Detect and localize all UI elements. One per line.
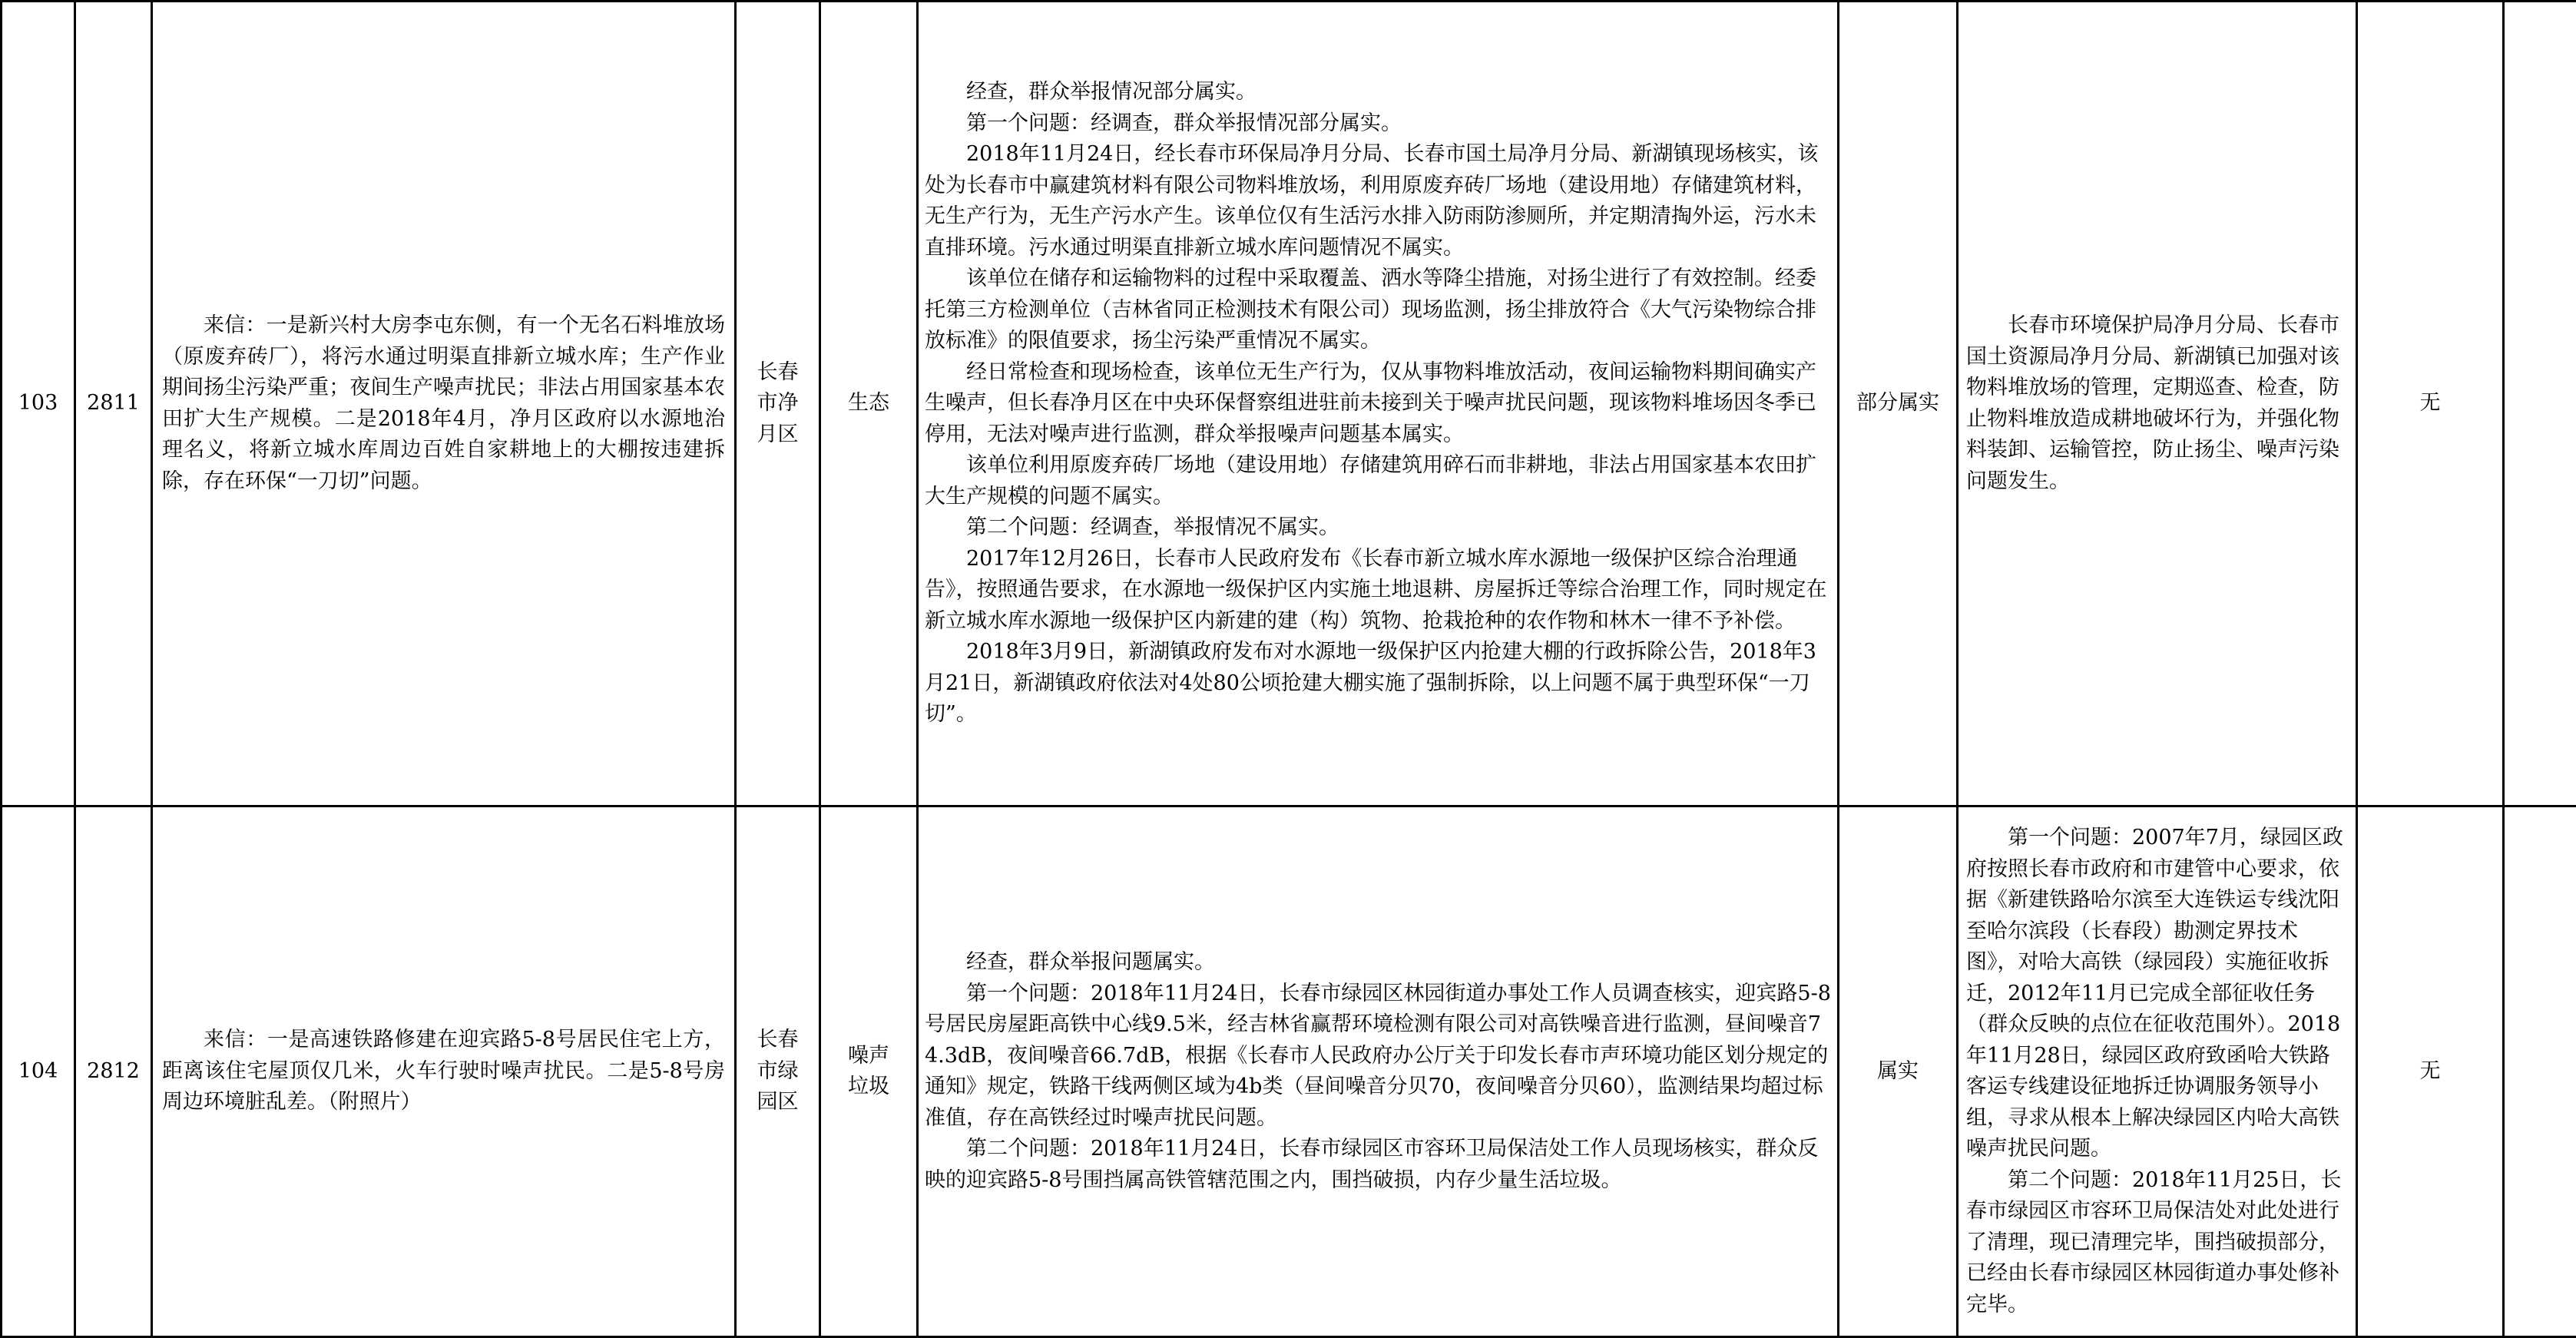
district-cell: 长春市净月区: [736, 2, 820, 806]
complaint-cell: [152, 806, 736, 1337]
paragraph: 第一个问题：2007年7月，绿园区政府按照长春市政府和市建管中心要求，依据《新建铁路哈尔滨至大连铁运专线沈阳至哈尔滨段（长春段）勘测定界技术图》，对哈大高铁（绿园段）实施征收拆迁，2012年11月已完成全部征收任务（群众反映的点位在征收范围外）。2018年11月28日，绿园区政府致函哈大铁路客运专线建设征地拆迁协调服务领导小组，寻求从根本上解决绿园区内哈大高铁噪声扰民问题。: [1966, 823, 2348, 1165]
district-cell: 长春市绿园区: [736, 806, 820, 1337]
accountability-cell: 无: [2357, 806, 2504, 1337]
row-index: 104: [2, 806, 75, 1337]
paragraph: 2018年3月9日，新湖镇政府发布对水源地一级保护区内抢建大棚的行政拆除公告，2018年3月21日，新湖镇政府依法对4处80公顷抢建大棚实施了强制拆除，以上问题不属于典型环保“一刀切”。: [925, 637, 1831, 730]
complaint-cell: [152, 2, 736, 806]
table-row: [2, 806, 2576, 1337]
actions-cell: [1958, 2, 2357, 806]
paragraph: 第一个问题：经调查，群众举报情况部分属实。: [925, 108, 1831, 140]
paragraph: 第一个问题：2018年11月24日，长春市绿园区林园街道办事处工作人员调查核实，迎宾路5-8号居民房屋距高铁中心线9.5米，经吉林省赢帮环境检测有限公司对高铁噪音进行监测，昼间噪音74.3dB，夜间噪音66.7dB，根据《长春市人民政府办公厅关于印发长春市声环境功能区划分规定的通知》规定，铁路干线两侧区域为4b类（昼间噪音分贝70，夜间噪音分贝60），监测结果均超过标准值，存在高铁经过时噪声扰民问题。: [925, 979, 1831, 1134]
verdict-cell: 属实: [1839, 806, 1958, 1337]
paragraph: 该单位利用原废弃砖厂场地（建设用地）存储建筑用碎石而非耕地，非法占用国家基本农田扩大生产规模的问题不属实。: [925, 450, 1831, 512]
paragraph: 2018年11月24日，经长春市环保局净月分局、长春市国土局净月分局、新湖镇现场核实，该处为长春市中赢建筑材料有限公司物料堆放场，利用原废弃砖厂场地（建设用地）存储建筑材料，无生产行为，无生产污水产生。该单位仅有生活污水排入防雨防渗厕所，并定期清掏外运，污水未直排环境。污水通过明渠直排新立城水库问题情况不属实。: [925, 139, 1831, 263]
paragraph: 该单位在储存和运输物料的过程中采取覆盖、洒水等降尘措施，对扬尘进行了有效控制。经委托第三方检测单位（吉林省同正检测技术有限公司）现场监测，扬尘排放符合《大气污染物综合排放标准》的限值要求，扬尘污染严重情况不属实。: [925, 263, 1831, 357]
paragraph: 长春市环境保护局净月分局、长春市国土资源局净月分局、新湖镇已加强对该物料堆放场的管理，定期巡查、检查，防止物料堆放造成耕地破坏行为，并强化物料装卸、运输管控，防止扬尘、噪声污染问题发生。: [1966, 310, 2348, 497]
paragraph: 2017年12月26日，长春市人民政府发布《长春市新立城水库水源地一级保护区综合治理通告》，按照通告要求，在水源地一级保护区内实施土地退耕、房屋拆迁等综合治理工作，同时规定在新立城水库水源地一级保护区内新建的建（构）筑物、抢栽抢种的农作物和林木一律不予补偿。: [925, 544, 1831, 638]
case-id: 2812: [75, 806, 152, 1337]
accountability-cell: 无: [2357, 2, 2504, 806]
findings-cell: [918, 2, 1839, 806]
case-id: 2811: [75, 2, 152, 806]
extra-cell: [2504, 2, 2576, 806]
table-row: [2, 2, 2576, 806]
verdict-cell: 部分属实: [1839, 2, 1958, 806]
category-cell: 生态: [820, 2, 918, 806]
row-index: 103: [2, 2, 75, 806]
complaint-text: 来信：一是新兴村大房李屯东侧，有一个无名石料堆放场（原废弃砖厂），将污水通过明渠直排新立城水库；生产作业期间扬尘污染严重；夜间生产噪声扰民；非法占用国家基本农田扩大生产规模。二是2018年4月，净月区政府以水源地治理名义，将新立城水库周边百姓自家耕地上的大棚按违建拆除，存在环保“一刀切”问题。: [162, 310, 725, 497]
paragraph: 经查，群众举报情况部分属实。: [925, 77, 1831, 108]
paragraph: 第二个问题：2018年11月25日，长春市绿园区市容环卫局保洁处对此处进行了清理，现已清理完毕，围挡破损部分，已经由长春市绿园区林园街道办事处修补完毕。: [1966, 1165, 2348, 1321]
extra-cell: [2504, 806, 2576, 1337]
actions-cell: [1958, 806, 2357, 1337]
category-cell: 噪声垃圾: [820, 806, 918, 1337]
findings-cell: [918, 806, 1839, 1337]
paragraph: 经日常检查和现场检查，该单位无生产行为，仅从事物料堆放活动，夜间运输物料期间确实产生噪声，但长春净月区在中央环保督察组进驻前未接到关于噪声扰民问题，现该物料堆场因冬季已停用，无法对噪声进行监测，群众举报噪声问题基本属实。: [925, 357, 1831, 451]
complaint-text: 来信：一是高速铁路修建在迎宾路5-8号居民住宅上方，距离该住宅屋顶仅几米，火车行驶时噪声扰民。二是5-8号房周边环境脏乱差。（附照片）: [162, 1025, 725, 1118]
paragraph: 第二个问题：经调查，举报情况不属实。: [925, 512, 1831, 544]
paragraph: 第二个问题：2018年11月24日，长春市绿园区市容环卫局保洁处工作人员现场核实，群众反映的迎宾路5-8号围挡属高铁管辖范围之内，围挡破损，内存少量生活垃圾。: [925, 1134, 1831, 1196]
paragraph: 经查，群众举报问题属实。: [925, 947, 1831, 979]
